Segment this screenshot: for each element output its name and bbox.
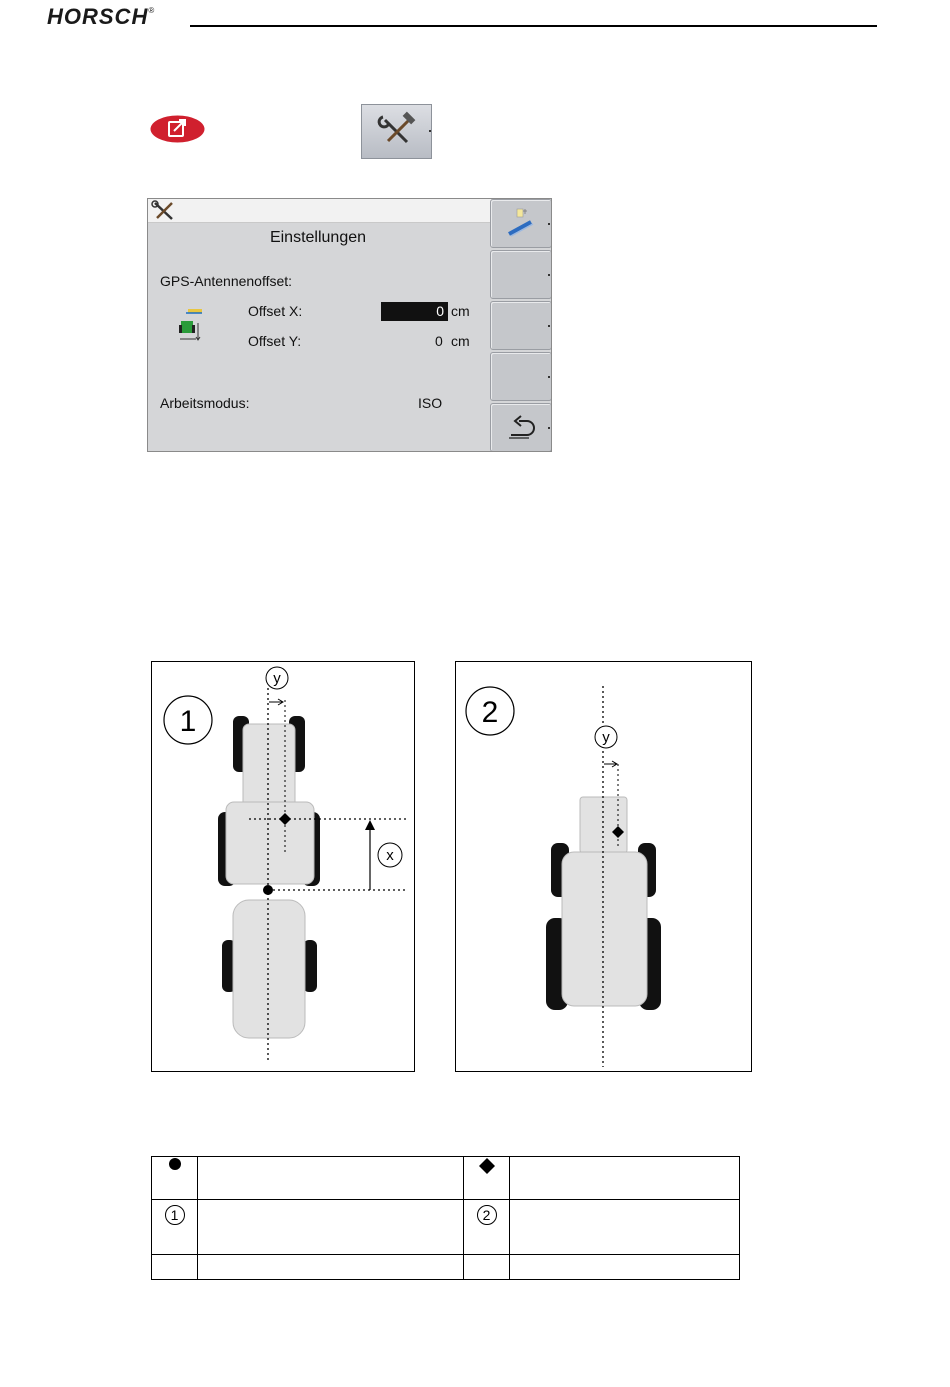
legend-table [151, 1156, 740, 1280]
softkey-implement-settings[interactable] [490, 199, 552, 248]
offset-y-unit: cm [451, 333, 470, 349]
header-rule [190, 25, 877, 27]
legend-text-cell [198, 1200, 464, 1255]
gps-antenna-offset-label: GPS-Antennenoffset: [160, 273, 293, 289]
diagram-self-propelled [455, 661, 752, 1072]
panel-1-x-label: x [386, 847, 394, 864]
work-mode-value[interactable]: ISO [418, 395, 443, 411]
legend-symbol-cell [152, 1200, 198, 1255]
back-arrow-icon [491, 404, 551, 451]
screen-heading: Einstellungen [269, 229, 367, 246]
softkey-2[interactable] [490, 250, 552, 299]
softkey-3[interactable] [490, 301, 552, 350]
panel-1-y-label: y [273, 670, 281, 687]
external-link-icon [150, 115, 205, 143]
offset-x-unit: cm [451, 303, 470, 319]
legend-symbol-cell [464, 1200, 510, 1255]
diagram-tractor-with-implement [151, 661, 415, 1072]
dot-symbol-icon [168, 1157, 182, 1171]
softkey-back[interactable] [490, 403, 552, 452]
panel-2-y-label: y [602, 729, 610, 746]
diamond-symbol-icon [478, 1157, 496, 1175]
horsch-logo: HORSCH® [47, 4, 156, 29]
table-row [152, 1157, 740, 1200]
legend-symbol-cell [464, 1157, 510, 1200]
table-row [152, 1255, 740, 1280]
panel-2-number: 2 [481, 696, 499, 729]
legend-text-cell [198, 1255, 464, 1280]
table-row [152, 1200, 740, 1255]
legend-symbol-cell [464, 1255, 510, 1280]
legend-number-1: 1 [165, 1205, 185, 1225]
tools-icon [150, 200, 178, 222]
button-marker [429, 130, 431, 132]
softkey-4[interactable] [490, 352, 552, 401]
offset-y-field[interactable]: 0 [435, 333, 443, 349]
panel-1-number: 1 [179, 705, 197, 738]
legend-text-cell [510, 1200, 740, 1255]
tractor-implement-drawing [152, 662, 416, 1073]
screen-titlebar [148, 199, 491, 223]
offset-x-field[interactable]: 0 [381, 302, 448, 321]
settings-screen [147, 198, 552, 452]
settings-tool-button[interactable] [361, 104, 432, 159]
self-propelled-drawing [456, 662, 753, 1073]
offset-x-label: Offset X: [248, 303, 303, 319]
legend-number-2: 2 [477, 1205, 497, 1225]
work-mode-label: Arbeitsmodus: [160, 395, 250, 411]
implement-settings-icon [491, 200, 551, 247]
legend-symbol-cell [152, 1255, 198, 1280]
tools-icon [362, 105, 433, 160]
legend-text-cell [510, 1255, 740, 1280]
legend-symbol-cell [152, 1157, 198, 1200]
legend-text-cell [198, 1157, 464, 1200]
tractor-antenna-icon [176, 309, 206, 343]
offset-y-label: Offset Y: [248, 333, 302, 349]
legend-text-cell [510, 1157, 740, 1200]
